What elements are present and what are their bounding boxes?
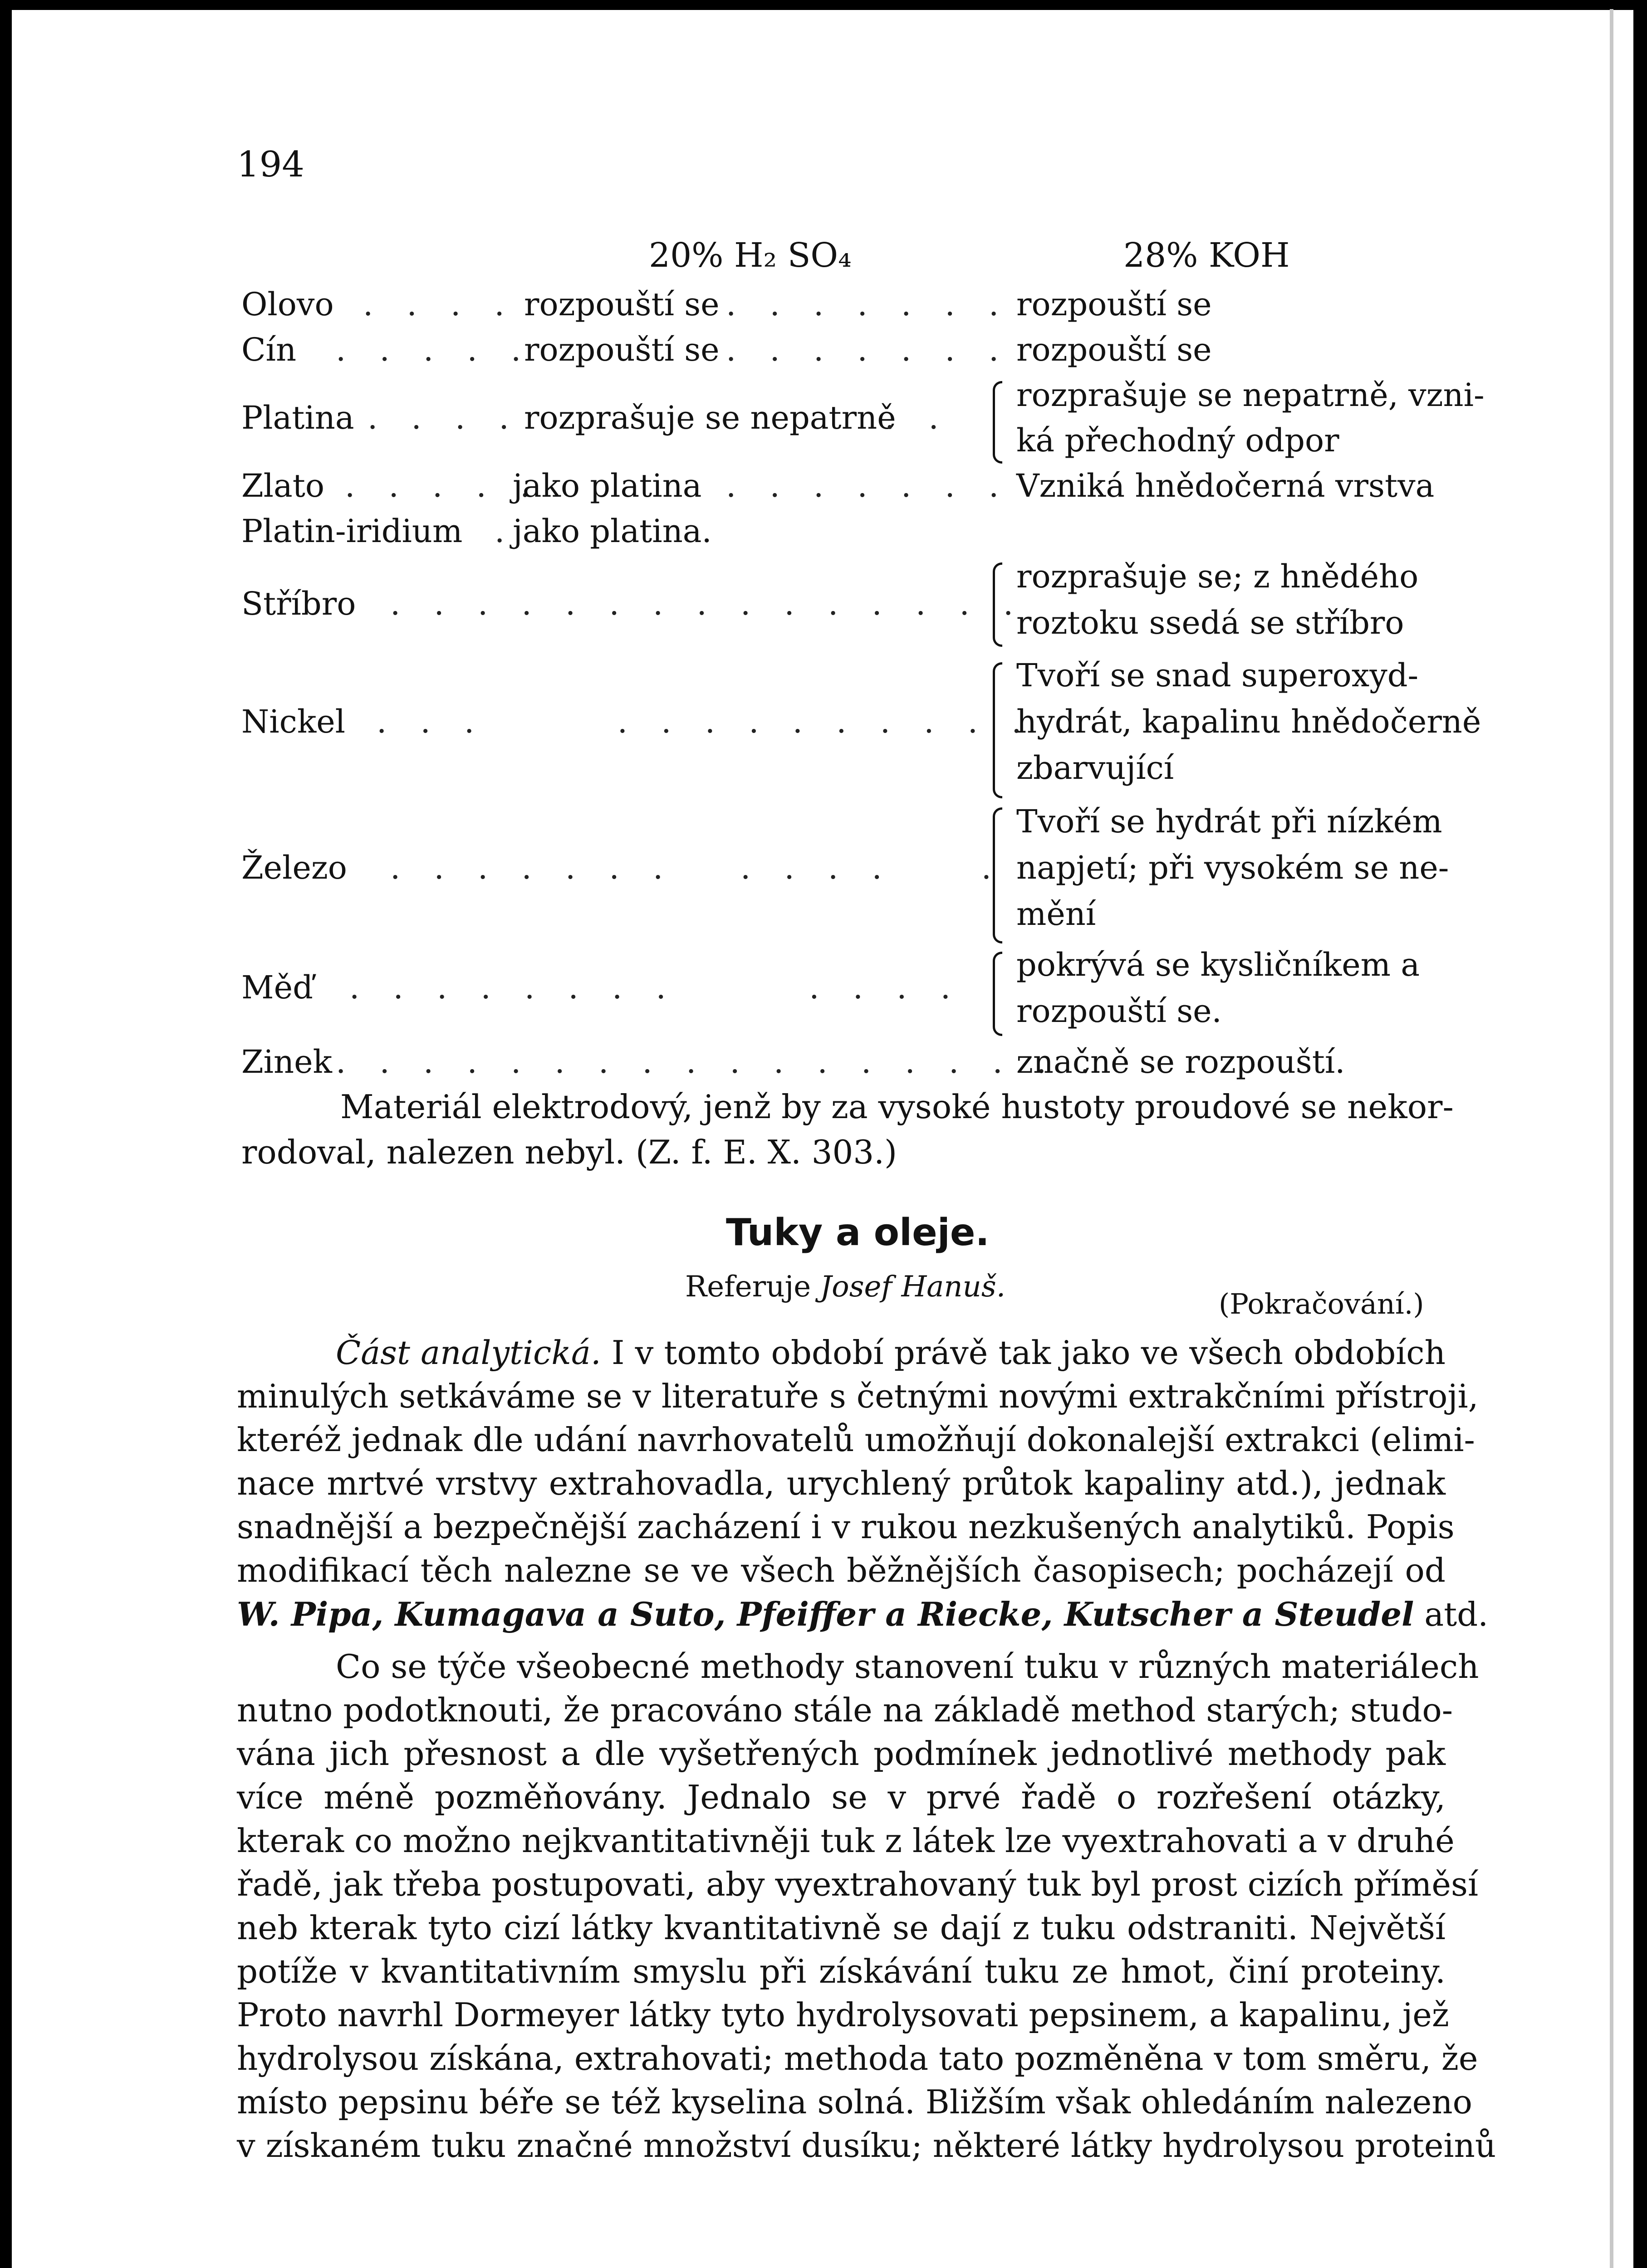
brace-bracket — [993, 807, 1002, 943]
table-cell-right: ká přechodný odpor — [1016, 422, 1339, 459]
table-header-h2so4: 20% H₂ SO₄ — [649, 236, 852, 275]
brace-bracket — [993, 381, 1002, 464]
leader-dots: . — [495, 513, 517, 550]
table-header-koh: 28% KOH — [1123, 236, 1290, 275]
table-cell-right: rozprašuje se; z hnědého — [1016, 558, 1419, 595]
leader-dots: . . . . . . . . . . . . — [390, 849, 1004, 886]
leader-dots: . . . . — [368, 399, 521, 436]
scan-border-left — [0, 0, 12, 2268]
paragraph-line: místo pepsinu béře se též kyselina solná. Bližším však ohledáním nalezeno — [237, 2083, 1472, 2121]
table-cell-mid: rozpouští se — [524, 331, 720, 368]
paragraph-text: I v tomto období právě tak jako ve všech obdobích — [611, 1334, 1446, 1372]
scan-border-top — [0, 0, 1647, 10]
byline-prefix: Referuje — [685, 1270, 811, 1304]
leader-dots: . . . . . . . . . . . . . . . . . . — [336, 1043, 1102, 1080]
paragraph-line: více méně pozměňovány. Jednalo se v prvé řadě o rozřešení otázky, — [237, 1778, 1446, 1816]
article-title: Tuky a oleje. — [726, 1211, 990, 1254]
leader-dots: . . . . . . . . . . . . — [349, 969, 963, 1006]
table-cell-right: pokrývá se kysličníkem a — [1016, 946, 1420, 983]
table-row-label: Nickel — [241, 703, 346, 740]
table-row-label: Zlato — [241, 467, 325, 504]
paragraph-line: minulých setkáváme se v literatuře s četnými novými extrakčními přístroji, — [237, 1377, 1479, 1415]
table-row-label: Zinek — [241, 1043, 332, 1080]
leader-dots: . . . . . . . — [726, 331, 1011, 368]
table-row-label: Olovo — [241, 286, 334, 323]
paragraph-line: hydrolysou získána, extrahovati; methoda tato pozměněna v tom směru, že — [237, 2039, 1478, 2077]
paragraph-line: modifikací těch nalezne se ve všech běžnějších časopisech; pocházejí od — [237, 1551, 1446, 1589]
leader-dots: . . . . . . . — [726, 286, 1011, 323]
table-cell-right: napjetí; při vysokém se ne- — [1016, 849, 1449, 886]
leader-dots: . . . . . — [345, 467, 542, 504]
paragraph-line — [237, 1595, 1489, 1633]
paragraph-line: vána jich přesnost a dle vyšetřených podmínek jednotlivé methody pak — [237, 1735, 1446, 1773]
table-row-label: Železo — [241, 849, 347, 886]
table-cell-right: Tvoří se hydrát při nízkém — [1016, 803, 1442, 840]
table-cell-mid: jako platina — [513, 467, 702, 504]
article-byline — [685, 1270, 1005, 1304]
paragraph-line: řadě, jak třeba postupovati, aby vyextrahovaný tuk byl prost cizích příměsí — [237, 1865, 1478, 1903]
table-note-line: rodoval, nalezen nebyl. (Z. f. E. X. 303.) — [241, 1133, 897, 1171]
leader-dots: . . . . . . . . . . . . . . . — [390, 585, 1025, 622]
page-edge-shadow — [1610, 9, 1613, 2268]
scan-border-right — [1633, 0, 1647, 2268]
continuation-note: (Pokračování.) — [1219, 1287, 1424, 1320]
paragraph-line: Co se týče všeobecné methody stanovení tuku v různých materiálech — [336, 1647, 1479, 1686]
table-row-label: Platina — [241, 399, 354, 436]
leader-dots: . . . . . . . . . . . . . . — [377, 703, 1078, 740]
paragraph-line: nace mrtvé vrstvy extrahovadla, urychlený průtok kapaliny atd.), jednak — [237, 1464, 1446, 1502]
table-cell-right: rozpouští se — [1016, 331, 1212, 368]
paragraph-line: neb kterak tyto cizí látky kvantitativně se dají z tuku odstraniti. Největší — [237, 1909, 1446, 1947]
author-names: W. Pipa, Kumagava a Suto, Pfeiffer a Riecke, Kutscher a Steudel — [237, 1595, 1414, 1633]
brace-bracket — [993, 952, 1002, 1036]
table-cell-mid: rozprašuje se nepatrně — [524, 399, 896, 436]
paragraph-line: potíže v kvantitativním smyslu při získávání tuku ze hmot, činí proteiny. — [237, 1952, 1446, 1990]
table-note-line: Materiál elektrodový, jenž by za vysoké hustoty proudové se nekor- — [340, 1088, 1454, 1126]
table-cell-right: zbarvující — [1016, 749, 1174, 787]
table-cell-right: roztoku ssedá se stříbro — [1016, 604, 1404, 641]
table-row-label: Platin-iridium — [241, 513, 463, 550]
page-number: 194 — [237, 144, 304, 185]
paragraph-line: nutno podotknouti, že pracováno stále na základě method starých; studo- — [237, 1691, 1453, 1729]
leader-dots: . . . . — [363, 286, 516, 323]
byline-author: Josef Hanuš. — [820, 1270, 1006, 1304]
brace-bracket — [993, 562, 1002, 647]
table-row-label: Stříbro — [241, 585, 356, 622]
table-cell-right: mění — [1016, 895, 1096, 933]
paragraph-line: kteréž jednak dle udání navrhovatelů umožňují dokonalejší extrakci (elimi- — [237, 1421, 1475, 1459]
table-cell-right: Tvoří se snad superoxyd- — [1016, 657, 1419, 694]
paragraph-line — [336, 1334, 1446, 1372]
table-cell-right: hydrát, kapalinu hnědočerně — [1016, 703, 1481, 740]
paragraph-text: atd. — [1424, 1595, 1489, 1633]
table-cell-mid: rozpouští se — [524, 286, 720, 323]
table-cell-right: rozpouští se. — [1016, 992, 1222, 1030]
table-cell-right: Vzniká hnědočerná vrstva — [1016, 467, 1435, 504]
brace-bracket — [993, 662, 1002, 798]
section-lead: Část analytická. — [336, 1334, 601, 1372]
leader-dots: . . . . . . . — [726, 467, 1011, 504]
table-cell-right: značně se rozpouští. — [1016, 1043, 1345, 1080]
paragraph-line: kterak co možno nejkvantitativněji tuk z látek lze vyextrahovati a v druhé — [237, 1822, 1455, 1860]
table-cell-right: rozprašuje se nepatrně, vzni- — [1016, 376, 1485, 414]
leader-dots: . . — [885, 399, 951, 436]
table-cell-mid: jako platina. — [513, 513, 712, 550]
paragraph-line: Proto navrhl Dormeyer látky tyto hydrolysovati pepsinem, a kapalinu, jež — [237, 1996, 1449, 2034]
paragraph-line: snadnější a bezpečnější zacházení i v rukou nezkušených analytiků. Popis — [237, 1508, 1455, 1546]
table-row-label: Měď — [241, 969, 313, 1006]
table-row-label: Cín — [241, 331, 297, 368]
leader-dots: . . . . . — [336, 331, 533, 368]
paragraph-line: v získaném tuku značné množství dusíku; některé látky hydrolysou proteinů — [237, 2126, 1496, 2165]
table-cell-right: rozpouští se — [1016, 286, 1212, 323]
